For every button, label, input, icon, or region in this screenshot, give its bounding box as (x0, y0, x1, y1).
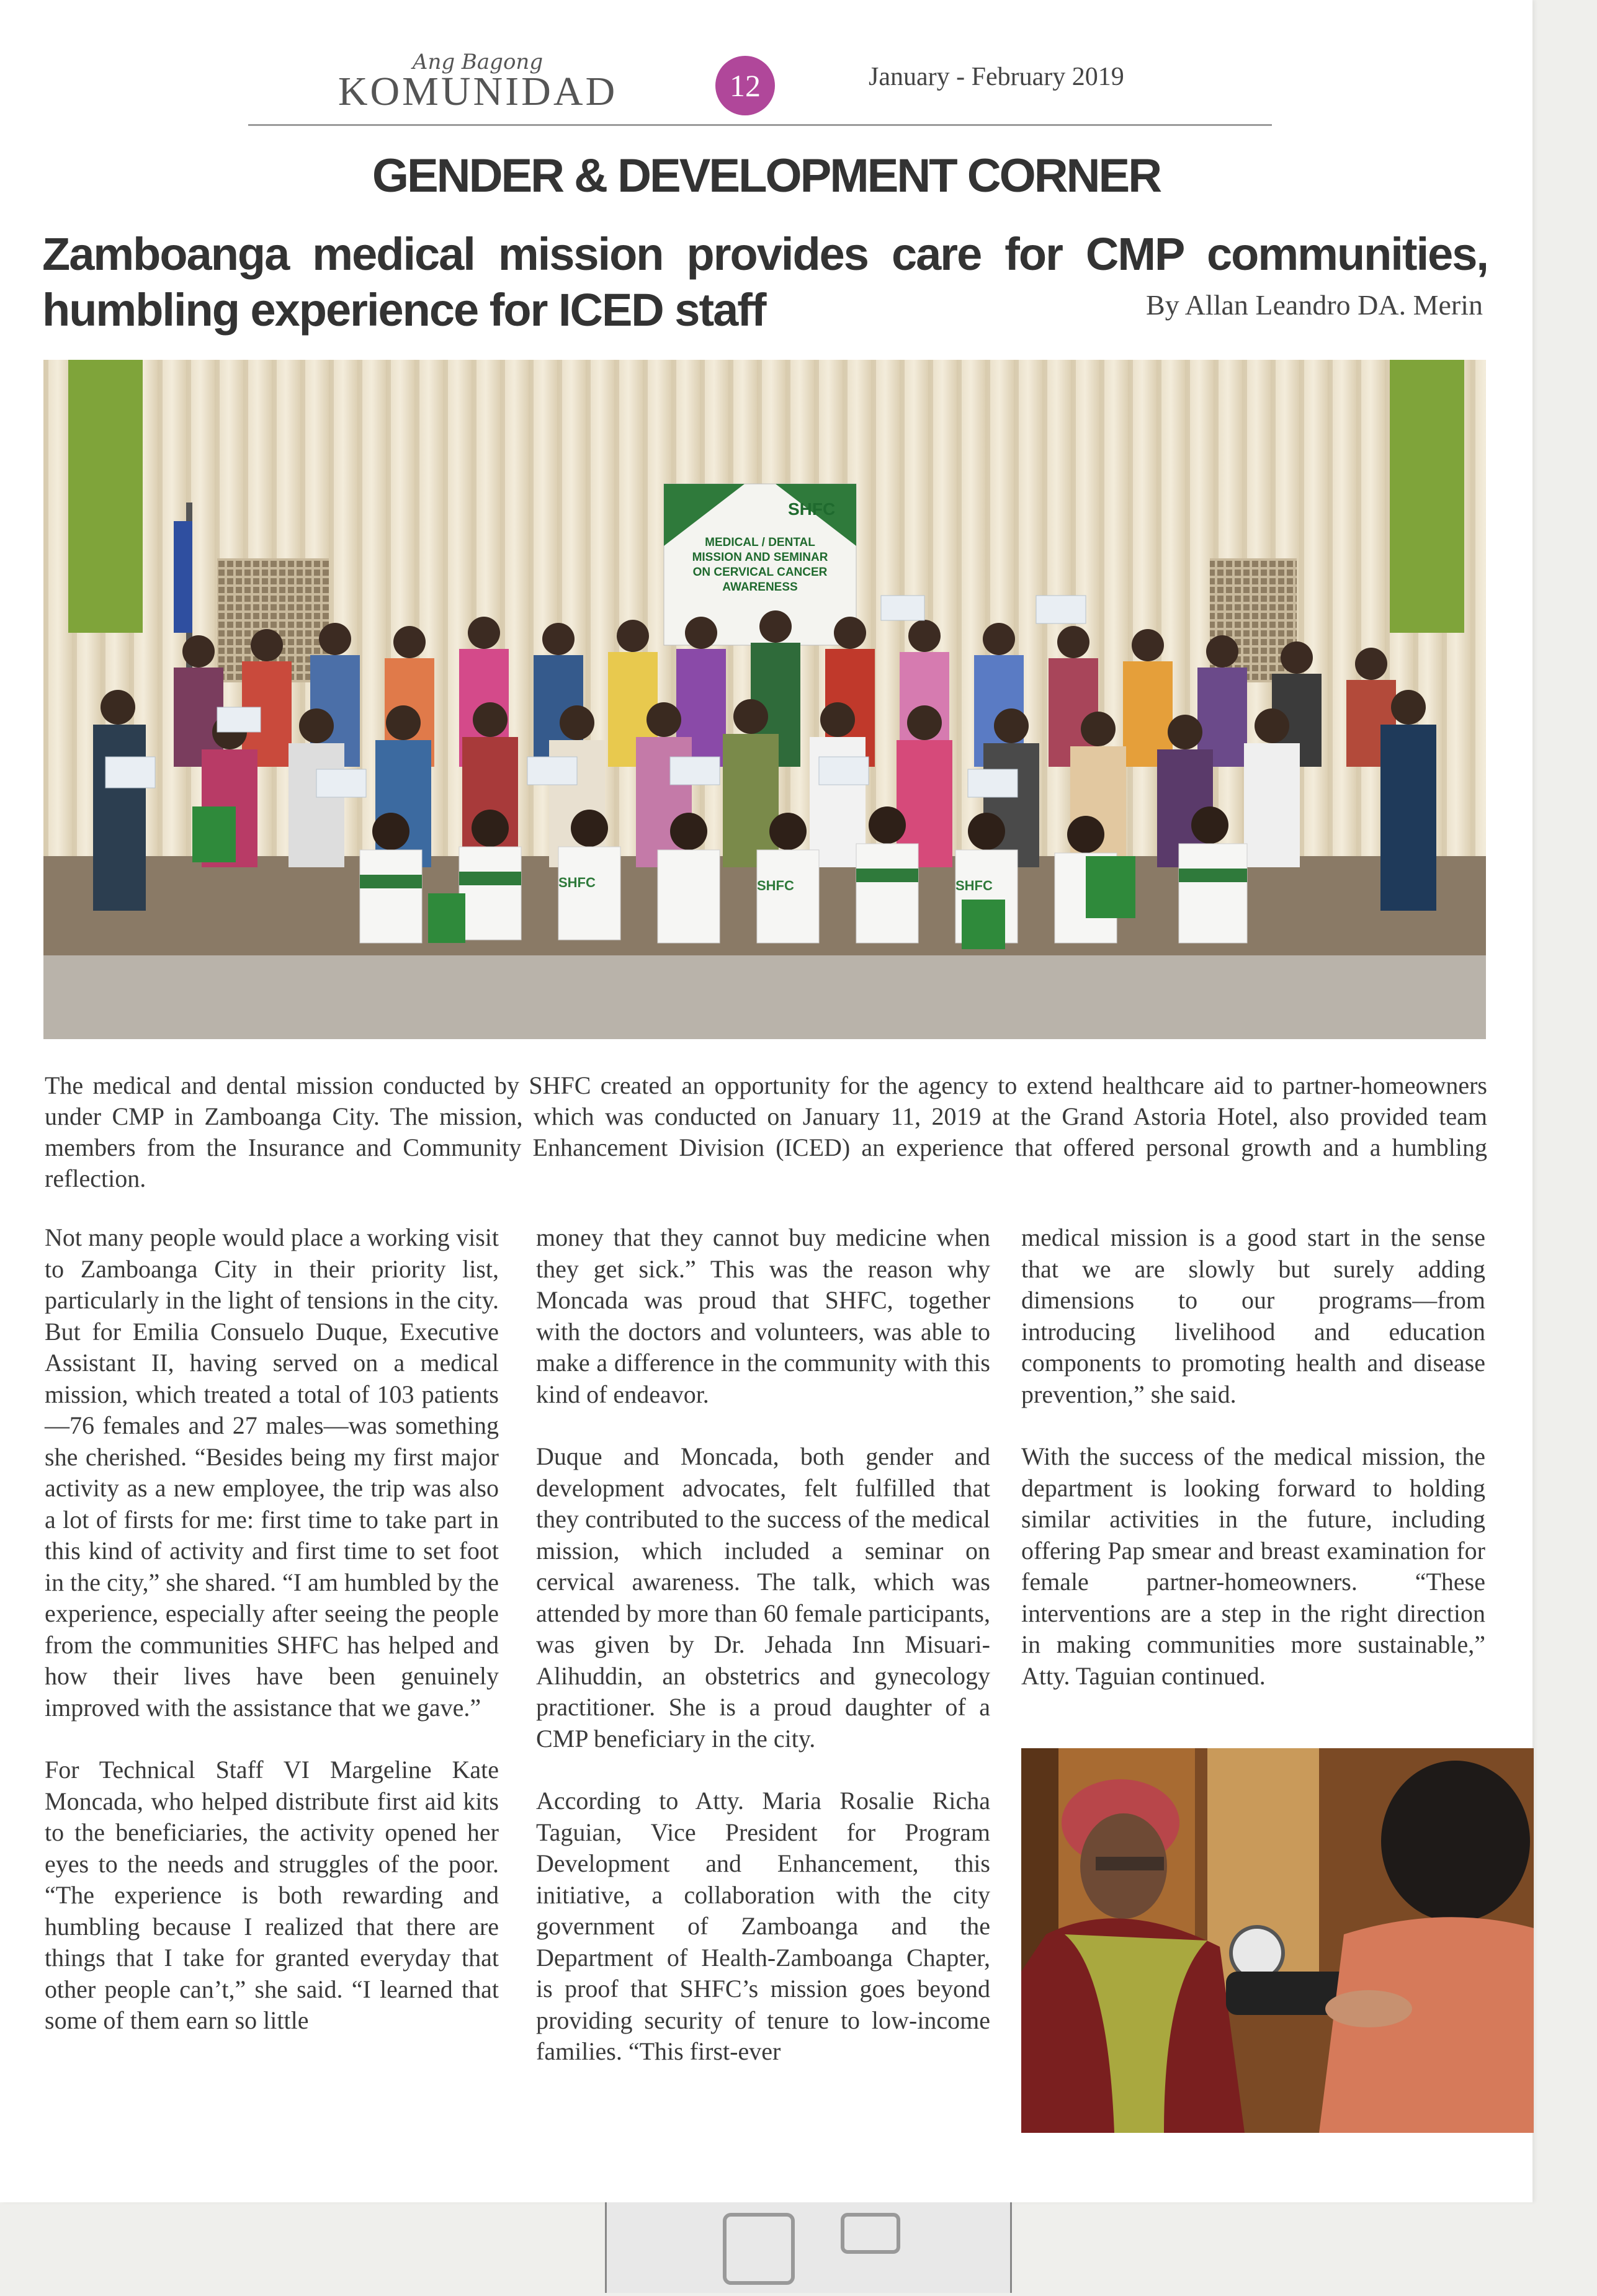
banner-line: ON CERVICAL CANCER (692, 566, 828, 579)
paragraph: Duque and Moncada, both gender and development advocates, felt fulfilled that they contributed to the success of the medical mission, which included a seminar on cervical awareness. The talk, which was attended by more than 60 female participants, was given by Dr. Jehada Inn Misuari-Alihuddin, an obstetrics and gynecology practitioner. She is a proud daughter of a CMP beneficiary in the city. (536, 1442, 990, 1753)
banner-logo: SHFC (788, 499, 836, 519)
shirt-logo: SHFC (955, 878, 993, 893)
paragraph: medical mission is a good start in the sense that we are slowly but surely adding dimensions to our programs—from introducing livelihood and education components to promoting health and disease prevention,” she said. (1021, 1223, 1485, 1408)
article-column-3 (1021, 1222, 1485, 1723)
logo-tagline: Ang Bagong (412, 50, 544, 74)
section-title: GENDER & DEVELOPMENT CORNER (372, 150, 1161, 202)
article-byline: By Allan Leandro DA. Merin (1146, 289, 1483, 321)
banner-line: MEDICAL / DENTAL (705, 536, 815, 549)
article-headline: Zamboanga medical mission provides care for CMP communities, humbling experience for ICED staff (42, 228, 1488, 336)
paragraph: With the success of the medical mission, the department is looking forward to holding similar activities in the future, including offering Pap smear and breast examination for female partner-homeowners. “These interventions are a step in the right direction in making communities more sustainable,” Atty. Taguian continued. (1021, 1442, 1485, 1690)
page-number-badge: 12 (715, 56, 775, 115)
masthead (248, 50, 1272, 126)
banner-line: AWARENESS (722, 581, 798, 594)
article-column-1 (45, 1222, 499, 2068)
article-column-2 (536, 1222, 990, 2099)
shirt-logo: SHFC (757, 878, 794, 893)
shirt-logo: SHFC (558, 875, 596, 890)
paragraph: Not many people would place a working visit to Zamboanga City in their priority list, particularly in the light of tensions in the city. But for Emilia Consuelo Duque, Executive Assistant II, having served on a medical mission, which treated a total of 103 patients—76 females and 27 males—was something she cherished. “Besides being my first major activity as a new employee, the trip was also a lot of firsts for me: first time to take part in this kind of activity and first time to set foot in the city,” she shared. “I am humbled by the experience, especially after seeing the people from the communities SHFC has helped and how their lives have been genuinely improved with the assistance that we gave.” (45, 1223, 499, 1722)
blood-pressure-photo (1021, 1748, 1534, 2133)
article-lede: The medical and dental mission conducted by SHFC created an opportunity for the agency to extend healthcare aid to partner-homeowners under CMP in Zamboanga City. The mission, which was conducted on January 11, 2019 at the Grand Astoria Hotel, also provided team members from the Insurance and Community Enhancement Division (ICED) an experience that offered personal growth and a humbling reflection. (45, 1071, 1487, 1192)
banner-line: MISSION AND SEMINAR (692, 551, 828, 564)
logo-wordmark: KOMUNIDAD (338, 69, 618, 114)
paragraph: For Technical Staff VI Margeline Kate Moncada, who helped distribute first aid kits to the beneficiaries, the activity opened her eyes to the needs and struggles of the poor. “The experience is both rewarding and humbling because I realized that there are things that I take for granted everyday that other people can’t,” she said. “I learned that some of them earn so little (45, 1756, 499, 2034)
magazine-logo (335, 50, 620, 118)
paragraph: According to Atty. Maria Rosalie Richa Taguian, Vice President for Program Development and Enhancement, this initiative, a collaboration with the city government of Zamboanga and the Department of Health-Zamboanga Chapter, is proof that SHFC’s mission goes beyond providing security of tenure to low-income families. “This first-ever (536, 1787, 990, 2065)
issue-date: January - February 2019 (869, 63, 1124, 91)
group-photo (43, 360, 1486, 1039)
footer-tab (605, 2202, 1012, 2293)
paragraph: money that they cannot buy medicine when they get sick.” This was the reason why Moncada was proud that SHFC, together with the doctors and volunteers, was able to make a difference in the community with this kind of endeavor. (536, 1223, 990, 1408)
